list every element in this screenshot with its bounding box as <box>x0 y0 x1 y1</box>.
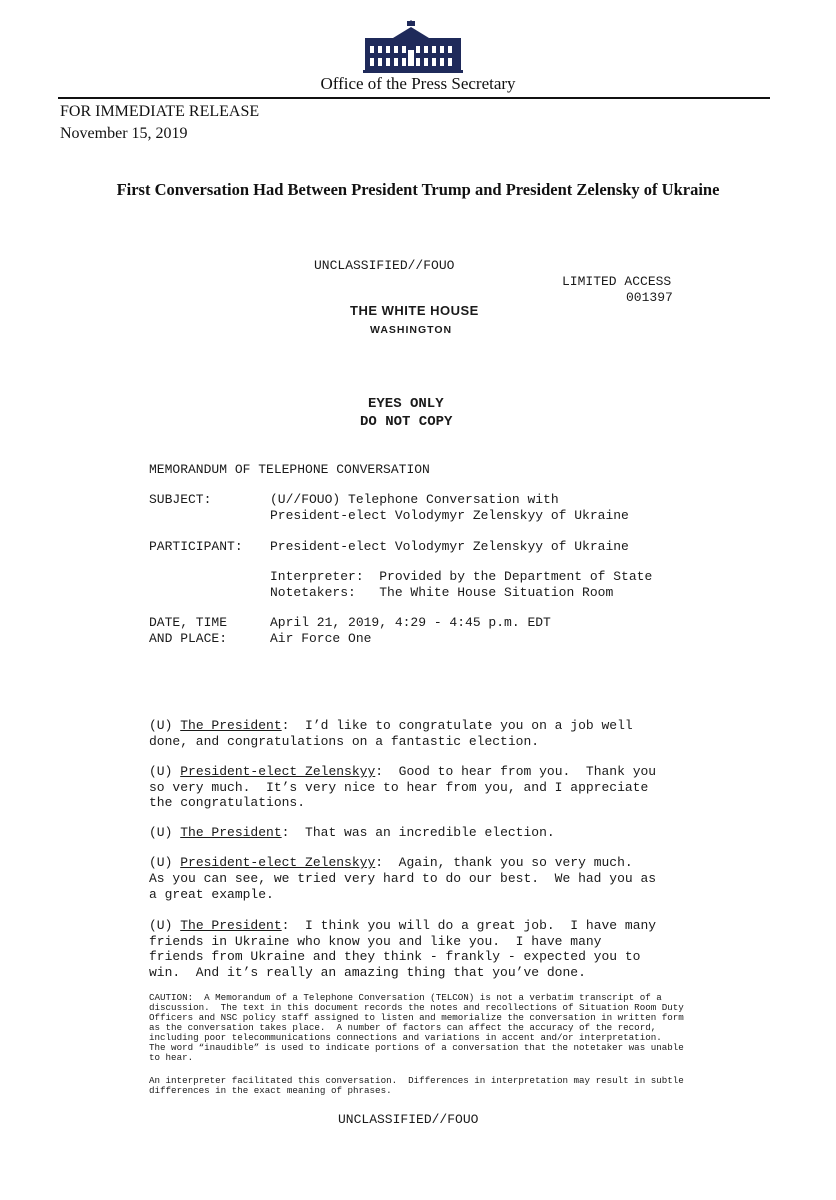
memo-document <box>66 228 786 1200</box>
caution-line: differences in the exact meaning of phrases. <box>149 1085 392 1096</box>
transcript-line: done, and congratulations on a fantastic election. <box>149 734 540 749</box>
white-house-title: THE WHITE HOUSE <box>350 303 479 318</box>
classification-bottom: UNCLASSIFIED//FOUO <box>338 1112 479 1127</box>
place-value: Air Force One <box>270 631 372 646</box>
participant-label: PARTICIPANT: <box>149 539 243 554</box>
speaker-name: The President <box>180 918 282 933</box>
notetakers-line: Notetakers: The White House Situation Room <box>270 585 614 600</box>
paragraph-marker: (U) <box>149 718 181 733</box>
date-label-1: DATE, TIME <box>149 615 228 630</box>
transcript-text: : Again, thank you so very much. <box>375 855 633 870</box>
page-headline: First Conversation Had Between President Trump and President Zelensky of Ukraine <box>116 180 720 199</box>
interpreter-line: Interpreter: Provided by the Department of State <box>270 569 653 584</box>
subject-label: SUBJECT: <box>149 492 212 507</box>
release-info <box>60 101 259 145</box>
office-title: Office of the Press Secretary <box>320 74 516 93</box>
transcript-line: As you can see, we tried very hard to do our best. We had you as <box>149 871 657 886</box>
paragraph-marker: (U) <box>149 825 181 840</box>
transcript-line: a great example. <box>149 887 274 902</box>
paragraph-marker: (U) <box>149 918 181 933</box>
white-house-logo-icon <box>363 20 463 74</box>
transcript-line: the congratulations. <box>149 795 306 810</box>
subject-line-1: (U//FOUO) Telephone Conversation with <box>270 492 559 507</box>
transcript-line: so very much. It’s very nice to hear from you, and I appreciate <box>149 780 649 795</box>
memo-title: MEMORANDUM OF TELEPHONE CONVERSATION <box>149 462 430 477</box>
transcript-text: : That was an incredible election. <box>281 825 555 840</box>
subject-line-2: President-elect Volodymyr Zelenskyy of Ukraine <box>270 508 629 523</box>
do-not-copy: DO NOT COPY <box>360 414 453 430</box>
caution-line: to hear. <box>149 1052 194 1063</box>
caution-line: discussion. The text in this document records the notes and recollections of Situation Room Duty <box>149 1002 684 1013</box>
paragraph-marker: (U) <box>149 764 181 779</box>
speaker-name: The President <box>180 718 282 733</box>
transcript-line: win. And it’s really an amazing thing that you’ve done. <box>149 965 586 980</box>
washington-label: WASHINGTON <box>370 324 453 336</box>
header-divider <box>58 97 770 99</box>
speaker-name: President-elect Zelenskyy <box>180 855 376 870</box>
release-date: November 15, 2019 <box>60 125 188 142</box>
transcript-text: : Good to hear from you. Thank you <box>375 764 657 779</box>
eyes-only: EYES ONLY <box>368 396 444 412</box>
transcript-paragraph <box>149 764 656 779</box>
transcript-text: : I’d like to congratulate you on a job well <box>281 718 633 733</box>
caution-line: as the conversation takes place. A number of factors can affect the accuracy of the record, <box>149 1022 657 1033</box>
paragraph-marker: (U) <box>149 855 181 870</box>
caution-line: An interpreter facilitated this conversation. Differences in interpretation may result in subtle <box>149 1075 684 1086</box>
caution-line: The word “inaudible” is used to indicate portions of a conversation that the notetaker was unable <box>149 1042 684 1053</box>
caution-line: including poor telecommunications connections and variations in accent and/or interpretation. <box>149 1032 662 1043</box>
classification-top: UNCLASSIFIED//FOUO <box>314 258 455 273</box>
transcript-text: : I think you will do a great job. I have many <box>281 918 657 933</box>
transcript-paragraph <box>149 718 633 733</box>
transcript-paragraph <box>149 855 633 870</box>
speaker-name: The President <box>180 825 282 840</box>
limited-access: LIMITED ACCESS <box>562 274 672 289</box>
transcript-paragraph <box>149 825 555 840</box>
release-label: FOR IMMEDIATE RELEASE <box>60 103 260 120</box>
document-number: 001397 <box>626 290 673 305</box>
participant-value: President-elect Volodymyr Zelenskyy of Ukraine <box>270 539 629 554</box>
date-value: April 21, 2019, 4:29 - 4:45 p.m. EDT <box>270 615 551 630</box>
caution-line: CAUTION: A Memorandum of a Telephone Conversation (TELCON) is not a verbatim transcript of a <box>149 992 662 1003</box>
date-label-2: AND PLACE: <box>149 631 228 646</box>
caution-line: Officers and NSC policy staff assigned to listen and memorialize the conversation in written form <box>149 1012 684 1023</box>
transcript-line: friends from Ukraine and they think - frankly - expected you to <box>149 949 641 964</box>
speaker-name: President-elect Zelenskyy <box>180 764 376 779</box>
transcript-line: friends in Ukraine who know you and like you. I have many <box>149 934 602 949</box>
transcript-paragraph <box>149 918 656 933</box>
